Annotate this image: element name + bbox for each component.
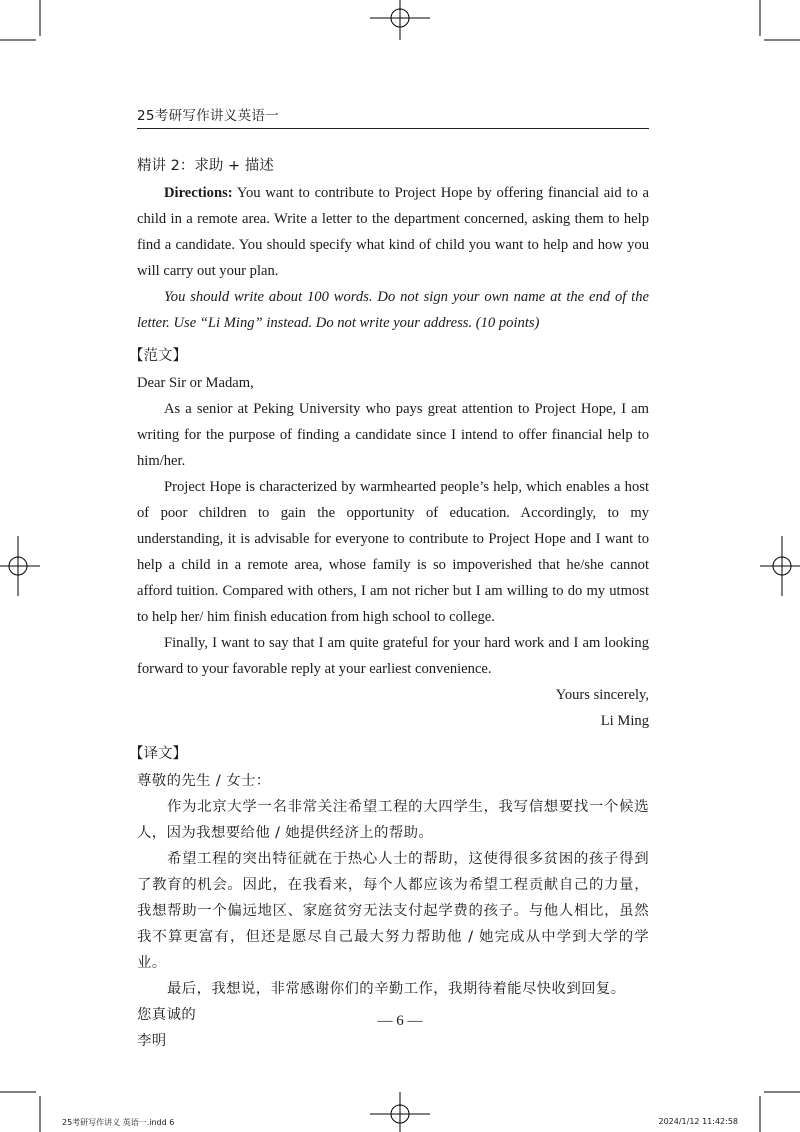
page-number: — 6 — [377, 1013, 423, 1029]
crop-mark-top-left [0, 0, 60, 60]
translation-paragraph-2: 希望工程的突出特征就在于热心人士的帮助，这使得很多贫困的孩子得到了教育的机会。因此，在我看来，每个人都应该为希望工程贡献自己的力量，我想帮助一个偏远地区、家庭贫穷无法支付起学费的孩子。与他人相比，虽然我不算更富有，但还是愿尽自己最大努力帮助他 / 她完成从中学到大学的学业。 [137, 851, 649, 971]
footer-file-name: 25考研写作讲义 英语一.indd 6 [62, 1118, 175, 1127]
instructions-paragraph: You should write about 100 words. Do not sign your own name at the end of the letter. Use “Li Ming” instead. Do not write your address. (10 points) [137, 289, 649, 331]
crop-mark-top-right [740, 0, 800, 60]
running-header: 25考研写作讲义英语一 [137, 108, 279, 124]
translation-paragraph-3: 最后，我想说，非常感谢你们的辛勤工作，我期待着能尽快收到回复。 [167, 981, 626, 997]
registration-target-right [760, 536, 800, 596]
translation-closing: 您真诚的 [137, 1007, 197, 1023]
crop-mark-bottom-right [740, 1072, 800, 1132]
translation-salutation: 尊敬的先生 / 女士： [137, 773, 271, 789]
translation-paragraph-1: 作为北京大学一名非常关注希望工程的大四学生，我写信想要找一个候选人，因为我想要给他 / 她提供经济上的帮助。 [137, 799, 649, 841]
footer-timestamp: 2024/1/12 11:42:58 [658, 1117, 738, 1126]
sample-paragraph-3: Finally, I want to say that I am quite grateful for your hard work and I am looking forward to your favorable reply at your earliest convenience. [137, 635, 649, 677]
translation-heading: 【译文】 [129, 746, 187, 762]
sample-paragraph-1: As a senior at Peking University who pays great attention to Project Hope, I am writing for the purpose of finding a candidate since I intend to offer financial help to him/her. [137, 401, 649, 469]
header-rule [137, 128, 649, 129]
directions-label: Directions: [164, 185, 233, 201]
translation-signature: 李明 [137, 1033, 167, 1049]
registration-target-left [0, 536, 40, 596]
sample-salutation: Dear Sir or Madam, [137, 375, 254, 391]
section-title: 精讲 2：求助 + 描述 [137, 158, 274, 174]
crop-mark-bottom-left [0, 1072, 60, 1132]
registration-target-top [370, 0, 430, 40]
main-content [129, 152, 649, 1054]
directions-text: You want to contribute to Project Hope by offering financial aid to a child in a remote area. Write a letter to the department concerned, asking them to help find a candidate. You should specify what kind of child you want to help and how you will carry out your plan. [137, 185, 649, 279]
registration-target-bottom [370, 1092, 430, 1132]
sample-heading: 【范文】 [129, 348, 187, 364]
sample-paragraph-2: Project Hope is characterized by warmhearted people’s help, which enables a host of poor children to gain the opportunity of education. Accordingly, to my understanding, it is advisable for everyone to contribute to Project Hope and I want to help a child in a remote area, whose family is so impoverished that he/she cannot afford tuition. Compared with others, I am not richer but I am willing to do my utmost to help her/ him finish education from high school to college. [137, 479, 649, 625]
sample-signature: Li Ming [600, 713, 649, 729]
directions-paragraph [137, 180, 649, 284]
sample-closing: Yours sincerely, [555, 687, 649, 703]
